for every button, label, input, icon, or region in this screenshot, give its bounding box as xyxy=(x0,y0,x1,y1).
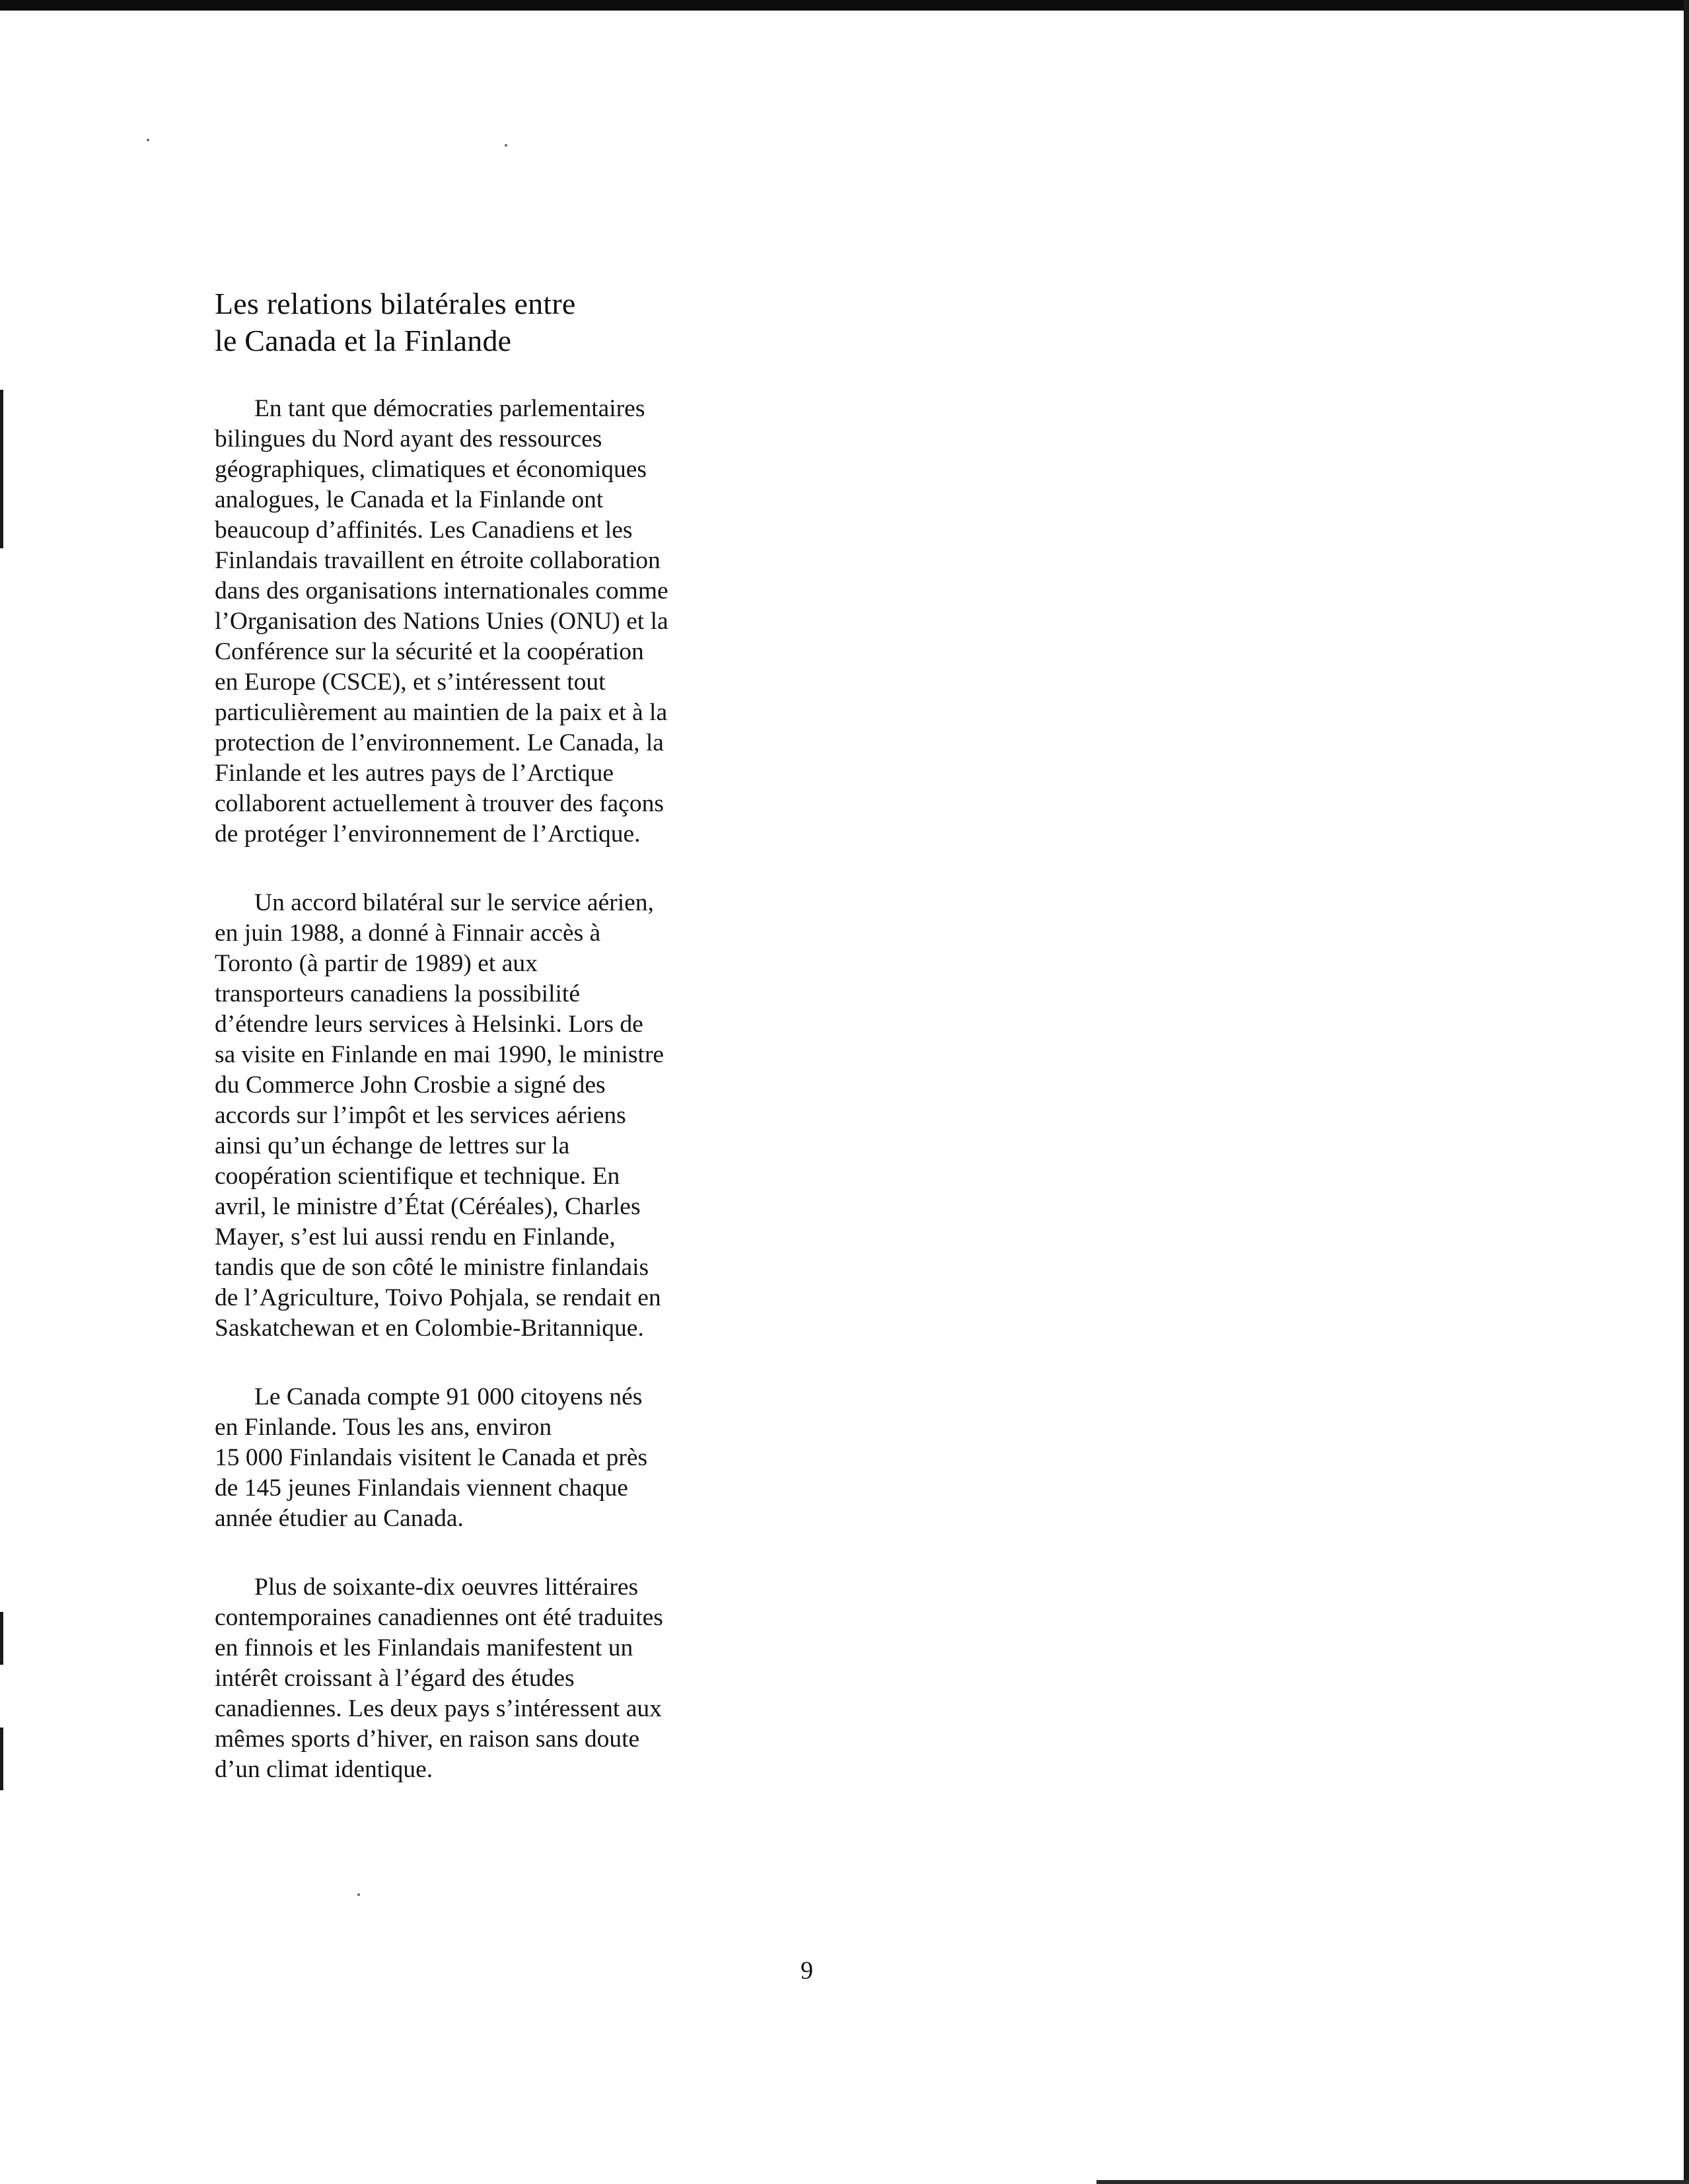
text-line: Toronto (à partir de 1989) et aux xyxy=(215,950,538,977)
scan-left-edge xyxy=(0,390,3,548)
text-line: beaucoup d’affinités. Les Canadiens et les xyxy=(215,517,633,544)
text-line: sa visite en Finlande en mai 1990, le ministre xyxy=(215,1041,665,1068)
text-line: Plus de soixante-dix oeuvres littéraires xyxy=(254,1574,639,1601)
text-line: Conférence sur la sécurité et la coopération xyxy=(215,638,644,665)
paragraph xyxy=(215,1572,783,1785)
text-line: coopération scientifique et technique. En xyxy=(215,1163,620,1190)
text-line: mêmes sports d’hiver, en raison sans doute xyxy=(215,1726,640,1753)
scan-right-edge xyxy=(1684,0,1689,2184)
text-line: du Commerce John Crosbie a signé des xyxy=(215,1072,606,1099)
scan-top-edge xyxy=(0,0,1689,11)
text-line: d’un climat identique. xyxy=(215,1756,433,1783)
text-line: géographiques, climatiques et économiques xyxy=(215,456,647,483)
text-line: bilingues du Nord ayant des ressources xyxy=(215,425,602,453)
text-line: Saskatchewan et en Colombie-Britannique. xyxy=(215,1315,644,1342)
text-line: collaborent actuellement à trouver des façons xyxy=(215,790,664,817)
scan-speck xyxy=(357,1893,360,1896)
scan-left-edge xyxy=(0,1728,3,1790)
text-line: Finlande et les autres pays de l’Arctique xyxy=(215,760,614,787)
page-title xyxy=(215,285,783,359)
paragraph xyxy=(215,888,783,1344)
paragraph xyxy=(215,394,783,850)
text-line: d’étendre leurs services à Helsinki. Lors de xyxy=(215,1011,643,1038)
text-line: En tant que démocraties parlementaires xyxy=(254,395,645,422)
scan-left-edge xyxy=(0,1612,3,1665)
scan-speck xyxy=(147,139,149,141)
title-line: le Canada et la Finlande xyxy=(215,324,512,357)
text-line: intérêt croissant à l’égard des études xyxy=(215,1665,575,1692)
text-line: de 145 jeunes Finlandais viennent chaque xyxy=(215,1474,628,1502)
text-line: contemporaines canadiennes ont été traduites xyxy=(215,1604,663,1631)
text-line: en Europe (CSCE), et s’intéressent tout xyxy=(215,669,606,696)
text-line: Mayer, s’est lui aussi rendu en Finlande, xyxy=(215,1223,616,1251)
text-line: canadiennes. Les deux pays s’intéressent aux xyxy=(215,1695,662,1722)
scan-speck xyxy=(505,144,507,147)
text-line: particulièrement au maintien de la paix et à la xyxy=(215,699,668,726)
paragraph xyxy=(215,1382,783,1534)
text-line: Finlandais travaillent en étroite collaboration xyxy=(215,547,661,574)
text-line: avril, le ministre d’État (Céréales), Charles xyxy=(215,1193,641,1220)
text-line: accords sur l’impôt et les services aériens xyxy=(215,1102,626,1129)
text-line: analogues, le Canada et la Finlande ont xyxy=(215,486,604,513)
text-line: ainsi qu’un échange de lettres sur la xyxy=(215,1132,570,1159)
text-line: en Finlande. Tous les ans, environ xyxy=(215,1414,552,1441)
text-line: tandis que de son côté le ministre finlandais xyxy=(215,1254,649,1281)
text-line: de l’Agriculture, Toivo Pohjala, se rendait en xyxy=(215,1284,661,1311)
text-line: Un accord bilatéral sur le service aérien, xyxy=(254,889,654,916)
text-line: en finnois et les Finlandais manifestent un xyxy=(215,1634,633,1661)
text-line: année étudier au Canada. xyxy=(215,1505,464,1532)
page-content xyxy=(215,285,783,1785)
text-line: 15 000 Finlandais visitent le Canada et près xyxy=(215,1444,648,1471)
scan-bottom-edge xyxy=(1096,2180,1689,2184)
title-line: Les relations bilatérales entre xyxy=(215,287,576,320)
text-line: protection de l’environnement. Le Canada, la xyxy=(215,729,664,756)
text-line: Le Canada compte 91 000 citoyens nés xyxy=(254,1383,643,1410)
text-line: dans des organisations internationales comme xyxy=(215,577,668,604)
text-line: transporteurs canadiens la possibilité xyxy=(215,980,580,1007)
text-line: l’Organisation des Nations Unies (ONU) et la xyxy=(215,608,668,635)
page-number: 9 xyxy=(801,1957,813,1984)
text-line: de protéger l’environnement de l’Arctique. xyxy=(215,820,641,848)
text-line: en juin 1988, a donné à Finnair accès à xyxy=(215,920,601,947)
